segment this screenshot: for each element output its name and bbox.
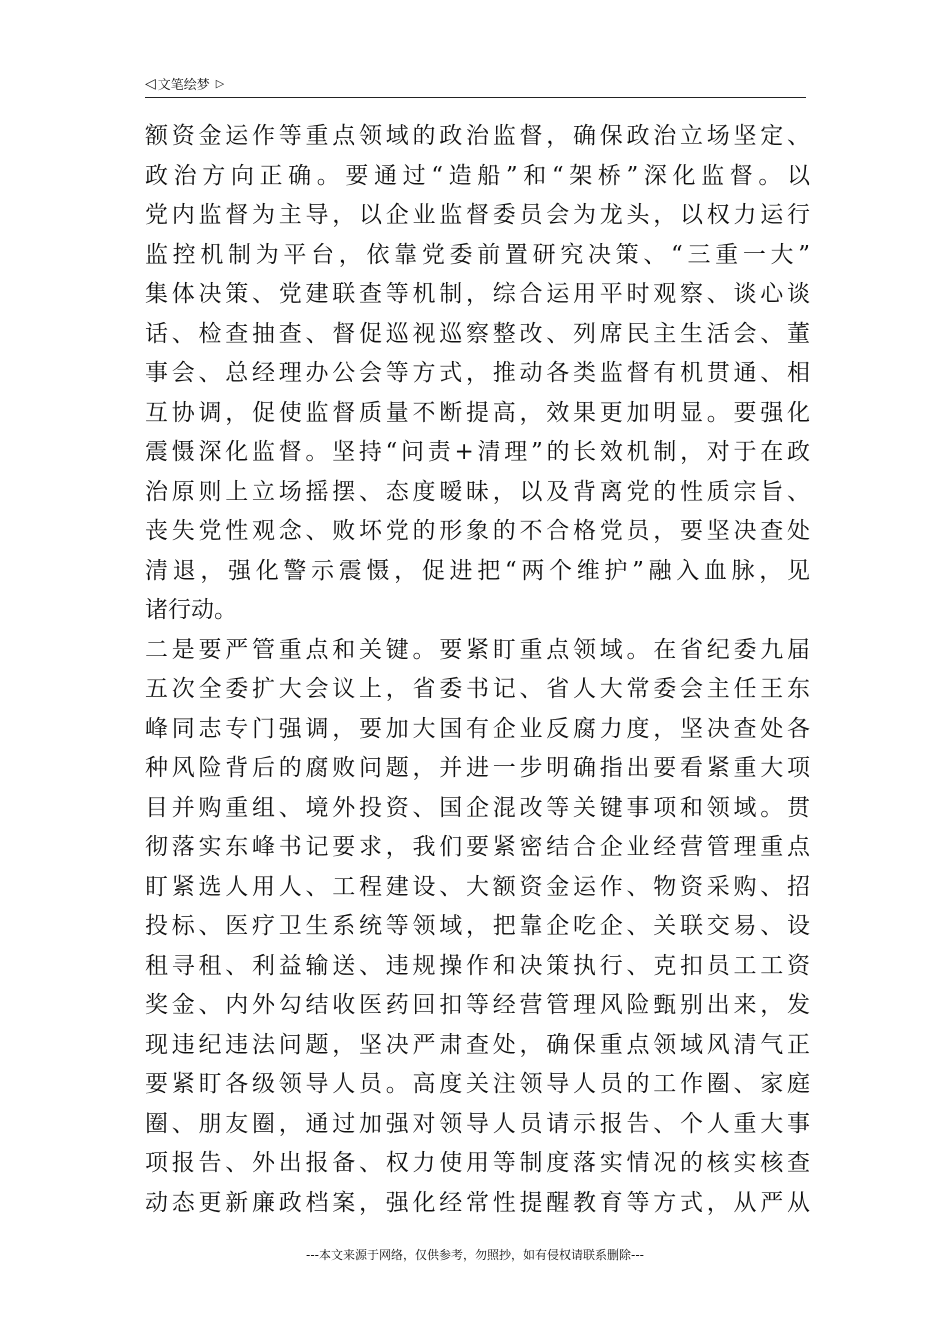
text-line: 话、检查抽查、督促巡视巡察整改、列席民主生活会、董 — [145, 320, 810, 347]
text-line: 租寻租、利益输送、违规操作和决策执行、克扣员工工资 — [145, 952, 810, 979]
text-line: 项报告、外出报备、权力使用等制度落实情况的核实核查 — [145, 1150, 810, 1176]
triangle-right-icon: ▷ — [215, 77, 225, 90]
text-line: 集体决策、党建联查等机制，综合运用平时观察、谈心谈 — [145, 281, 810, 307]
text-line: 盯紧选人用人、工程建设、大额资金运作、物资采购、招 — [145, 873, 810, 900]
header-title: 文笔绘梦 — [157, 78, 210, 93]
header-rule — [145, 97, 806, 98]
text-line: 目并购重组、境外投资、国企混改等关键事项和领域。贯 — [145, 794, 810, 821]
text-line: 彻落实东峰书记要求，我们要紧密结合企业经营管理重点 — [145, 834, 810, 860]
text-line: 震慑深化监督。坚持“问责+清理”的长效机制，对于在政 — [145, 439, 810, 465]
text-line: 党内监督为主导，以企业监督委员会为龙头，以权力运行 — [145, 202, 810, 228]
body-text — [145, 117, 810, 1223]
triangle-left-icon: ◁ — [145, 75, 156, 92]
text-line: 清退，强化警示震慑，促进把“两个维护”融入血脉，见 — [145, 557, 810, 584]
text-line: 互协调，促使监督质量不断提高，效果更加明显。要强化 — [145, 399, 810, 426]
text-line: 诸行动。 — [145, 597, 237, 623]
text-line: 额资金运作等重点领域的政治监督，确保政治立场坚定、 — [145, 123, 810, 149]
page-header — [145, 74, 226, 93]
text-line: 峰同志专门强调，要加大国有企业反腐力度，坚决查处各 — [145, 715, 810, 742]
text-line: 投标、医疗卫生系统等领域，把靠企吃企、关联交易、设 — [145, 913, 810, 939]
text-line: 监控机制为平台，依靠党委前置研究决策、“三重一大” — [145, 241, 810, 268]
text-line: 现违纪违法问题，坚决严肃查处，确保重点领域风清气正 — [145, 1031, 810, 1058]
footer-disclaimer: ---本文来源于网络，仅供参考，勿照抄，如有侵权请联系删除--- — [306, 1248, 644, 1262]
text-line: 圈、朋友圈，通过加强对领导人员请示报告、个人重大事 — [145, 1110, 810, 1137]
text-line: 二是要严管重点和关键。要紧盯重点领域。在省纪委九届 — [145, 636, 810, 663]
text-line: 治原则上立场摇摆、态度暧昧，以及背离党的性质宗旨、 — [145, 478, 810, 505]
text-line: 丧失党性观念、败坏党的形象的不合格党员，要坚决查处 — [145, 518, 810, 544]
text-line: 事会、总经理办公会等方式，推动各类监督有机贯通、相 — [145, 360, 810, 386]
text-line: 要紧盯各级领导人员。高度关注领导人员的工作圈、家庭 — [145, 1071, 810, 1097]
text-line: 奖金、内外勾结收医药回扣等经营管理风险甄别出来，发 — [145, 992, 810, 1018]
text-line: 动态更新廉政档案，强化经常性提醒教育等方式，从严从 — [145, 1189, 810, 1216]
text-line: 政治方向正确。要通过“造船”和“架桥”深化监督。以 — [145, 162, 810, 189]
text-line: 种风险背后的腐败问题，并进一步明确指出要看紧重大项 — [145, 755, 810, 781]
text-line: 五次全委扩大会议上，省委书记、省人大常委会主任王东 — [145, 676, 810, 702]
